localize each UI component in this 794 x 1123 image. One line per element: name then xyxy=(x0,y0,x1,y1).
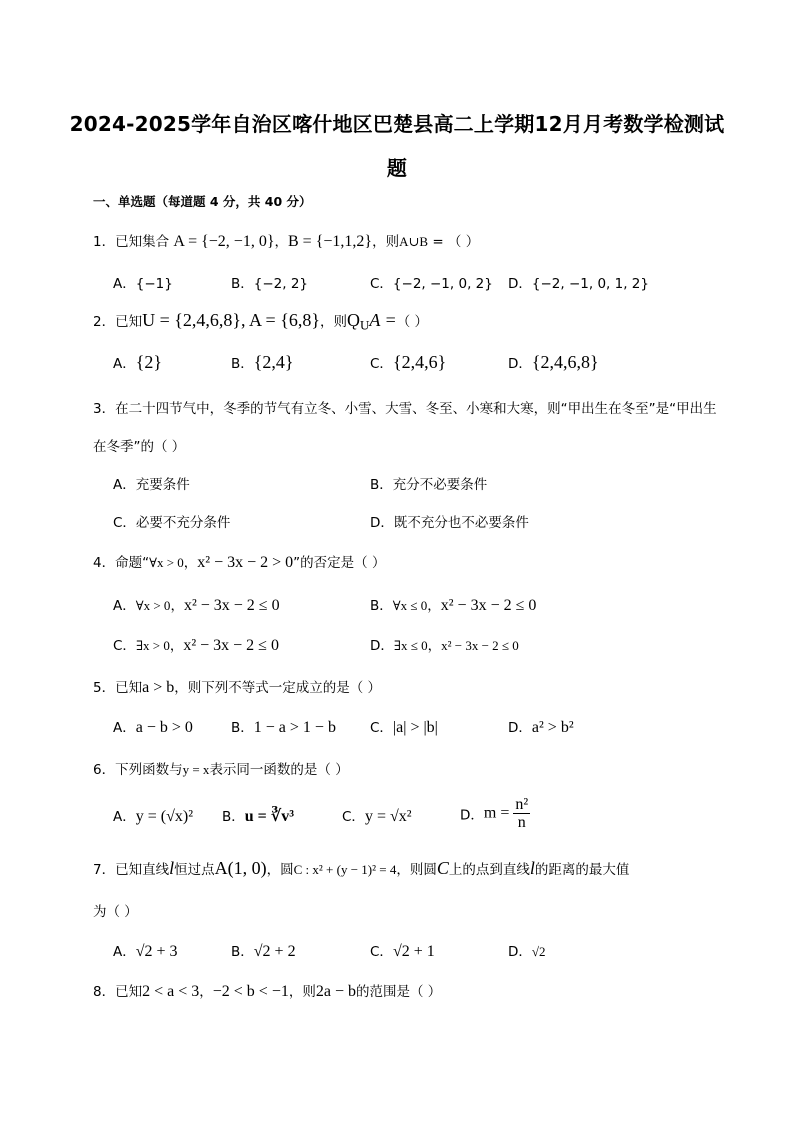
question-4-option-c: C．∃x > 0，x² − 3x − 2 ≤ 0 xyxy=(113,637,279,654)
question-6-option-a: A．y = (√x)² xyxy=(113,808,194,825)
question-7-option-b: B．√2 + 2 xyxy=(231,943,296,960)
question-5-option-a: A．a − b > 0 xyxy=(113,719,193,736)
section-heading: 一、单选题（每道题 4 分，共 40 分） xyxy=(93,194,312,209)
question-8-stem: 8．已知2 < a < 3，−2 < b < −1，则2a − b的范围是（ ） xyxy=(93,983,442,1000)
question-3-option-a: A．充要条件 xyxy=(113,477,190,493)
question-4-stem: 4．命题“∀x > 0，x² − 3x − 2 > 0”的否定是（ ） xyxy=(93,554,386,571)
question-2-option-c: C．{2,4,6} xyxy=(370,352,447,372)
question-2-option-b: B．{2,4} xyxy=(231,352,294,372)
question-2-option-a: A．{2} xyxy=(113,352,163,372)
question-7-stem-line-2: 为（ ） xyxy=(93,904,138,920)
question-7-option-c: C．√2 + 1 xyxy=(370,943,435,960)
question-1-stem: 1．已知集合 A = {−2, −1, 0}，B = {−1,1,2}，则A∪B = （ ） xyxy=(93,233,480,250)
exam-title-line-2: 题 xyxy=(386,156,408,180)
question-5-option-d: D．a² > b² xyxy=(508,719,574,736)
question-1-option-c: C．{−2, −1, 0, 2} xyxy=(370,276,493,292)
question-2-option-d: D．{2,4,6,8} xyxy=(508,352,599,372)
question-6-option-c: C．y = √x² xyxy=(342,808,412,825)
question-1-option-d: D．{−2, −1, 0, 1, 2} xyxy=(508,276,649,292)
question-3-option-d: D．既不充分也不必要条件 xyxy=(370,515,529,531)
question-4-option-d: D．∃x ≤ 0，x² − 3x − 2 ≤ 0 xyxy=(370,638,519,654)
question-7-stem-line-1: 7．已知直线l恒过点A(1, 0)，圆C : x² + (y − 1)² = 4，则圆C上的点到直线l的距离的最大值 xyxy=(93,858,630,878)
question-6-option-b: B．u = ∛v³ xyxy=(222,808,295,825)
question-5-option-b: B．1 − a > 1 − b xyxy=(231,719,336,736)
question-1-option-a: A．{−1} xyxy=(113,276,173,292)
question-4-option-b: B．∀x ≤ 0，x² − 3x − 2 ≤ 0 xyxy=(370,597,537,614)
question-6-option-d: D．m = $\frac{\text{n²}}{n}$ xyxy=(460,796,529,831)
question-2-stem: 2．已知U = {2,4,6,8}, A = {6,8}，则$Ǫ_UA$ =（ ） xyxy=(93,310,428,333)
question-1-option-b: B．{−2, 2} xyxy=(231,276,309,292)
question-6-stem: 6．下列函数与y = x表示同一函数的是（ ） xyxy=(93,762,349,778)
question-3-option-c: C．必要不充分条件 xyxy=(113,515,231,531)
question-7-option-a: A．√2 + 3 xyxy=(113,943,178,960)
question-4-option-a: A．∀x > 0，x² − 3x − 2 ≤ 0 xyxy=(113,597,280,614)
question-5-stem: 5．已知a > b，则下列不等式一定成立的是（ ） xyxy=(93,679,382,696)
question-3-option-b: B．充分不必要条件 xyxy=(370,477,488,493)
question-7-option-d: D．√2 xyxy=(508,944,546,960)
exam-title-line-1: 2024-2025学年自治区喀什地区巴楚县高二上学期12月月考数学检测试 xyxy=(69,112,725,136)
question-3-stem-line-1: 3．在二十四节气中，冬季的节气有立冬、小雪、大雪、冬至、小寒和大寒，则“甲出生在冬至”是“甲出生 xyxy=(93,401,717,417)
question-3-stem-line-2: 在冬季”的（ ） xyxy=(93,439,186,455)
fraction: $\frac{\text{n²}}{n}$ xyxy=(515,796,529,831)
question-5-option-c: C．|a| > |b| xyxy=(370,719,438,736)
